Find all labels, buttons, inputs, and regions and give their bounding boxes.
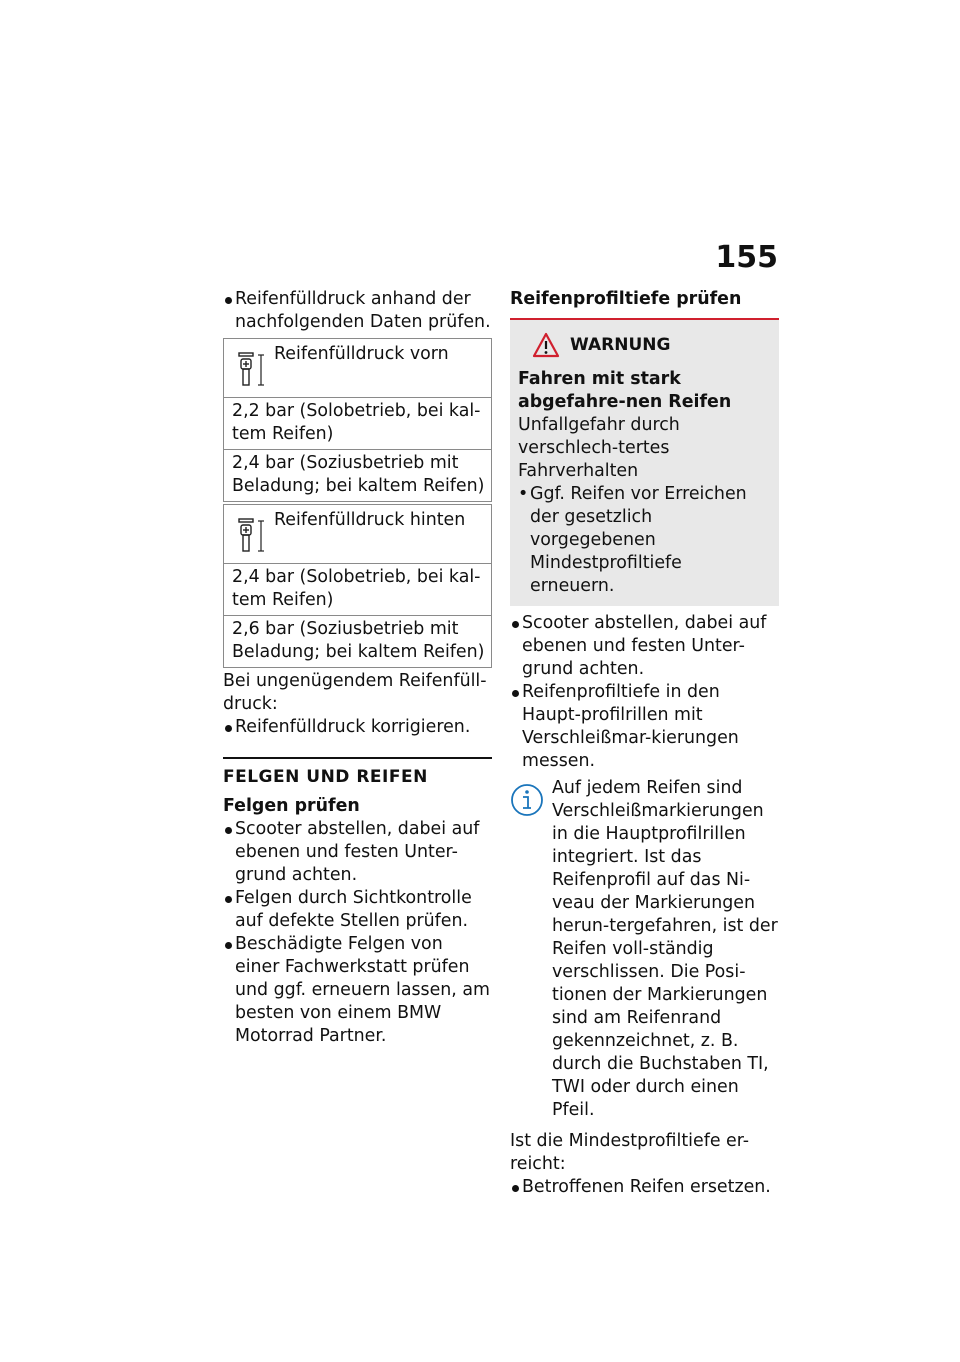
warning-bullet: • Ggf. Reifen vor Erreichen der gesetzlich vorgegebenen Mindestprofiltiefe erneuern. xyxy=(518,483,771,598)
section-heading: Reifenprofiltiefe prüfen xyxy=(510,288,779,320)
front-pressure-pillion: 2,4 bar (Soziusbetrieb mit Beladung; bei kaltem Reifen) xyxy=(224,449,491,501)
section-title: FELGEN UND REIFEN xyxy=(223,757,492,787)
warning-title: WARNUNG xyxy=(570,335,671,355)
warning-text: Unfallgefahr durch verschlech-tertes Fahrverhalten xyxy=(518,415,680,481)
min-depth-text: Ist die Mindestprofiltiefe er-reicht: xyxy=(510,1131,750,1174)
list-item: Scooter abstellen, dabei auf ebenen und festen Unter-grund achten. xyxy=(223,818,492,887)
rear-pressure-label: Reifenfülldruck hinten xyxy=(274,510,466,530)
list-item: Beschädigte Felgen von einer Fachwerkstatt prüfen und ggf. erneuern lassen, am besten von einem BMW Motorrad Partner. xyxy=(223,933,492,1048)
front-pressure-table xyxy=(223,338,492,502)
tire-pressure-icon xyxy=(236,351,268,391)
list-item: Scooter abstellen, dabei auf ebenen und festen Unter-grund achten. xyxy=(510,612,779,681)
tire-pressure-icon xyxy=(236,517,268,557)
warning-box xyxy=(510,320,779,606)
front-pressure-solo: 2,2 bar (Solobetrieb, bei kal-tem Reifen) xyxy=(232,401,481,444)
rear-pressure-solo: 2,4 bar (Solobetrieb, bei kal-tem Reifen) xyxy=(232,567,481,610)
list-item: Betroffenen Reifen ersetzen. xyxy=(510,1176,779,1199)
info-text: Auf jedem Reifen sind Verschleißmarkierungen in die Hauptprofilrillen integriert. Ist das Reifenprofil auf das Ni-veau der Markierungen herun-tergefahren, ist der Reifen voll-ständig verschlissen. Die Posi-tionen der Markierungen sind am Reifenrand gekennzeichnet, z. B. durch die Buchstaben TI, TWI oder durch einen Pfeil. xyxy=(552,778,778,1120)
right-column xyxy=(510,288,779,1199)
warning-title-row xyxy=(532,332,771,358)
warning-heading: Fahren mit stark abgefahre-nen Reifen xyxy=(518,369,732,412)
rear-pressure-header xyxy=(224,505,491,564)
rear-pressure-table xyxy=(223,504,492,668)
rear-pressure-pillion: 2,6 bar (Soziusbetrieb mit Beladung; bei kaltem Reifen) xyxy=(224,615,491,667)
low-pressure-text: Bei ungenügendem Reifenfüll-druck: xyxy=(223,671,487,714)
page-number: 155 xyxy=(715,240,778,275)
list-item: Reifenfülldruck korrigieren. xyxy=(223,716,492,739)
warning-icon xyxy=(532,332,560,358)
front-pressure-header xyxy=(224,339,491,398)
front-pressure-label: Reifenfülldruck vorn xyxy=(274,344,449,364)
list-item: Felgen durch Sichtkontrolle auf defekte Stellen prüfen. xyxy=(223,887,492,933)
subsection-title: Felgen prüfen xyxy=(223,796,360,816)
left-column xyxy=(223,288,492,1048)
info-note xyxy=(510,777,779,1122)
info-icon xyxy=(510,783,544,817)
list-item: Reifenfülldruck anhand der nachfolgenden Daten prüfen. xyxy=(223,288,492,334)
list-item: Reifenprofiltiefe in den Haupt-profilrillen mit Verschleißmar-kierungen messen. xyxy=(510,681,779,773)
